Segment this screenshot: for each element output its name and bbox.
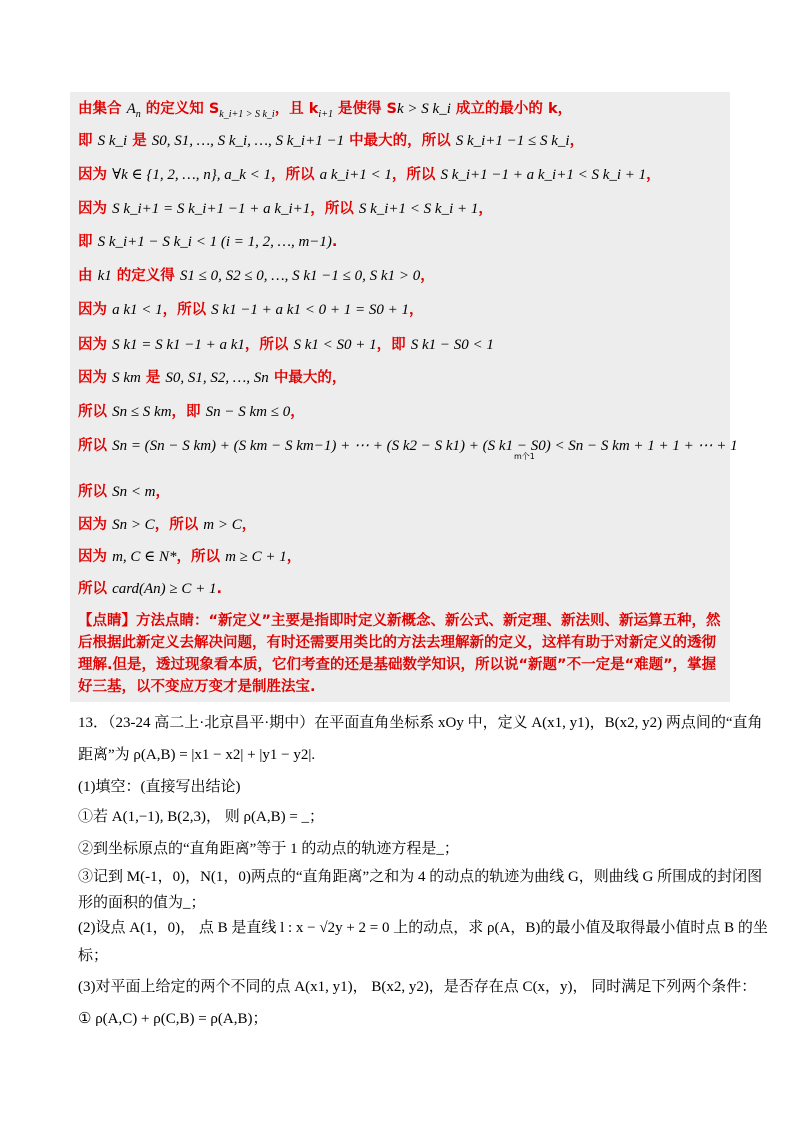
solution-line-9: 因为 S km 是 S0, S1, S2, …, Sn 中最大的，: [78, 370, 347, 386]
question-line-10: (3)对平面上给定的两个不同的点 A(x1, y1)， B(x2, y2)，是否存在点 C(x，y)， 同时满足下列两个条件：: [78, 979, 757, 995]
solution-line-10: 所以 Sn ≤ S km，即 Sn − S km ≤ 0，: [78, 404, 305, 420]
solution-line-11: 所以 Sn = (Sn − S km) + (S km − S km−1) + ⋯ + (S k2 − S k1) + (S k1 − S0) < Sn − S km + 1 + 1 + ⋯ + 1: [78, 438, 738, 454]
solution-line-6: 由 k1 的定义得 S1 ≤ 0, S2 ≤ 0, …, S k1 −1 ≤ 0, S k1 > 0，: [78, 268, 435, 284]
question-line-7: 形的面积的值为_；: [78, 895, 206, 911]
solution-line-5: 即 S k_i+1 − S k_i < 1 (i = 1, 2, …, m−1).: [78, 234, 338, 250]
solution-line-12: 所以 Sn < m，: [78, 484, 171, 500]
question-line-11: ① ρ(A,C) + ρ(C,B) = ρ(A,B)；: [78, 1011, 268, 1027]
solution-line-1: 由集合 $A_n$ 的定义知 $S_{k\_i+1 > S k\_i}$，且 $k_{i+1}$ 是使得 Sk > S k_i 成立的最小的 k，: [78, 101, 573, 120]
underbrace-label: m个1: [514, 452, 535, 461]
question-line-2: 距离”为 ρ(A,B) = |x1 − x2| + |y1 − y2|.: [78, 747, 316, 763]
question-line-3: (1)填空：(直接写出结论): [78, 779, 241, 795]
note-text: 方法点睛：“新定义”主要是指即时定义新概念、新公式、新定理、新法则、新运算五种，然后根据此新定义去解决问题，有时还需要用类比的方法去理解新的定义，这样有助于对新定义的透彻理解.但是，透过现象看本质，它们考查的还是基础数学知识，所以说“新题”不一定是“难题”，掌握好三基，以不变应万变才是制胜法宝.: [78, 613, 721, 695]
question-line-9: 标；: [78, 948, 109, 964]
question-line-1: 13．（23-24 高二上·北京昌平·期中）在平面直角坐标系 xOy 中，定义 A(x1, y1)，B(x2, y2) 两点间的“直角: [78, 715, 763, 731]
question-line-4: ①若 A(1,−1), B(2,3)， 则 ρ(A,B) = _；: [78, 809, 325, 825]
note-tag: 【点睛】: [78, 613, 136, 629]
question-line-8: (2)设点 A(1，0)， 点 B 是直线 l : x − √2y + 2 = 0 上的动点，求 ρ(A，B)的最小值及取得最小值时点 B 的坐: [78, 920, 768, 936]
solution-line-4: 因为 S k_i+1 = S k_i+1 −1 + a k_i+1，所以 S k_i+1 < S k_i + 1，: [78, 201, 493, 217]
solution-line-8: 因为 S k1 = S k1 −1 + a k1，所以 S k1 < S0 + 1，即 S k1 − S0 < 1: [78, 337, 494, 353]
solution-line-13: 因为 Sn > C，所以 m > C，: [78, 517, 257, 533]
solution-line-2: 即 S k_i 是 S0, S1, …, S k_i, …, S k_i+1 −1 中最大的，所以 S k_i+1 −1 ≤ S k_i，: [78, 133, 585, 149]
solution-line-3: 因为 ∀k ∈ {1, 2, …, n}, a_k < 1，所以 a k_i+1 < 1，所以 S k_i+1 −1 + a k_i+1 < S k_i + 1，: [78, 167, 661, 183]
solution-line-14: 因为 m, C ∈ N*，所以 m ≥ C + 1，: [78, 549, 302, 565]
solution-line-7: 因为 a k1 < 1，所以 S k1 −1 + a k1 < 0 + 1 = S0 + 1，: [78, 302, 424, 318]
method-note: [78, 610, 728, 698]
solution-line-15: 所以 card(An) ≥ C + 1.: [78, 581, 223, 597]
question-line-6: ③记到 M(-1，0)，N(1，0)两点的“直角距离”之和为 4 的动点的轨迹为曲线 G，则曲线 G 所围成的封闭图: [78, 869, 763, 885]
question-line-5: ②到坐标原点的“直角距离”等于 1 的动点的轨迹方程是_；: [78, 841, 459, 857]
